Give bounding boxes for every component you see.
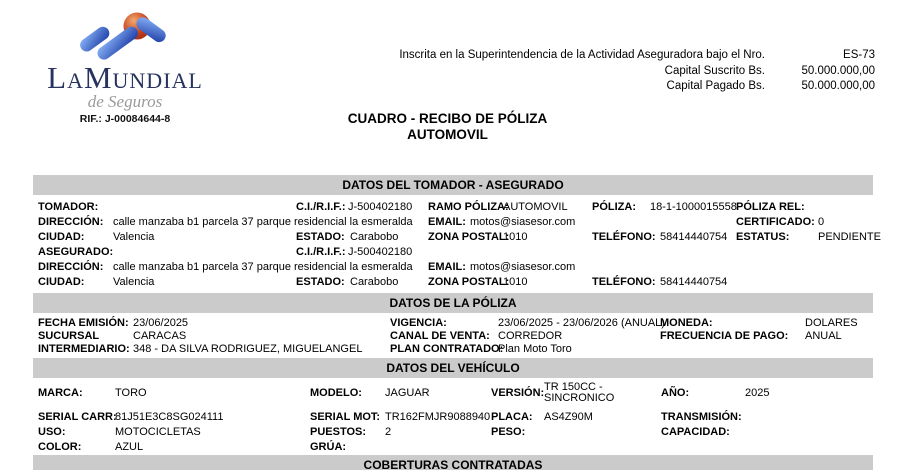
marca-label: MARCA: <box>38 387 83 399</box>
ramo-poliza-label: RAMO PÓLIZA: <box>428 201 509 213</box>
brand-name: LaMundial <box>47 60 203 95</box>
marca-value: TORO <box>115 387 147 399</box>
canal-venta-value: CORREDOR <box>498 330 563 342</box>
ciudad-asegurado-value: Valencia <box>113 276 155 288</box>
telefono-tomador-value: 58414440754 <box>660 231 728 243</box>
cirif-tomador-value: J-500402180 <box>348 201 413 213</box>
direccion-asegurado-label: DIRECCIÓN: <box>38 261 104 273</box>
telefono-asegurado-value: 58414440754 <box>660 276 728 288</box>
certificado-label: CERTIFICADO: <box>736 216 815 228</box>
estado-tomador-value: Carabobo <box>350 231 399 243</box>
moneda-label: MONEDA: <box>660 317 713 329</box>
company-logo <box>20 10 230 125</box>
direccion-tomador-label: DIRECCIÓN: <box>38 216 104 228</box>
poliza-label: PÓLIZA: <box>592 201 636 213</box>
version-value: TR 150CC - SINCRONICO <box>544 381 615 404</box>
estado-asegurado-value: Carabobo <box>350 276 399 288</box>
modelo-label: MODELO: <box>310 387 362 399</box>
estatus-value: PENDIENTE <box>818 231 881 243</box>
vigencia-label: VIGENCIA: <box>390 317 447 329</box>
document-title-line2: AUTOMOVIL <box>407 127 488 142</box>
cirif-asegurado-label: C.I./R.I.F.: <box>296 246 346 258</box>
plan-contratado-label: PLAN CONTRATADO: <box>390 343 504 355</box>
registration-block <box>340 48 875 95</box>
vigencia-value: 23/06/2025 - 23/06/2026 (ANUAL) <box>498 317 665 329</box>
poliza-value: 18-1-1000015558 <box>650 201 737 213</box>
asegurado-label: ASEGURADO: <box>38 246 114 258</box>
document-title-line1: CUADRO - RECIBO DE PÓLIZA <box>347 111 548 126</box>
capital-pagado-label: Capital Pagado Bs. <box>666 80 765 92</box>
cirif-asegurado-value: J-500402180 <box>348 246 413 258</box>
registration-value: ES-73 <box>843 49 875 61</box>
color-label: COLOR: <box>38 441 82 453</box>
uso-label: USO: <box>38 426 66 438</box>
certificado-value: 0 <box>818 216 825 228</box>
brand-tagline: de Seguros <box>87 92 163 111</box>
plan-contratado-value: Plan Moto Toro <box>498 343 572 355</box>
poliza-rel-label: PÓLIZA REL: <box>736 201 805 213</box>
fecha-emision-value: 23/06/2025 <box>133 317 189 329</box>
color-value: AZUL <box>115 441 144 453</box>
registration-label: Inscrita en la Superintendencia de la Actividad Aseguradora bajo el Nro. <box>399 49 765 61</box>
intermediario-label: INTERMEDIARIO: <box>38 343 130 355</box>
anio-label: AÑO: <box>661 387 690 399</box>
puestos-value: 2 <box>385 426 392 438</box>
estatus-label: ESTATUS: <box>736 231 790 243</box>
company-rif: RIF.: J-00084644-8 <box>79 113 171 125</box>
cirif-tomador-label: C.I./R.I.F.: <box>296 201 346 213</box>
la-mundial-logo-icon <box>79 10 171 64</box>
peso-label: PESO: <box>491 426 526 438</box>
email-tomador-label: EMAIL: <box>428 216 466 228</box>
serial-motor-label: SERIAL MOT: <box>310 411 381 423</box>
direccion-asegurado-value: calle manzaba b1 parcela 37 parque residencial la esmeralda <box>113 261 413 273</box>
anio-value: 2025 <box>745 387 770 399</box>
tomador-label: TOMADOR: <box>38 201 99 213</box>
ciudad-asegurado-label: CIUDAD: <box>38 276 85 288</box>
modelo-value: JAGUAR <box>385 387 430 399</box>
zona-postal-tomador-label: ZONA POSTAL: <box>428 231 510 243</box>
zona-postal-asegurado-value: 1010 <box>503 276 528 288</box>
telefono-asegurado-label: TELÉFONO: <box>592 276 656 288</box>
ramo-poliza-value: AUTOMOVIL <box>503 201 568 213</box>
zona-postal-asegurado-label: ZONA POSTAL: <box>428 276 510 288</box>
zona-postal-tomador-value: 1010 <box>503 231 528 243</box>
uso-value: MOTOCICLETAS <box>115 426 201 438</box>
frecuencia-pago-value: ANUAL <box>805 330 842 342</box>
serial-carroceria-value: 81J51E3C8SG024111 <box>115 411 224 423</box>
version-label: VERSIÓN: <box>491 387 545 399</box>
section-header-vehiculo: DATOS DEL VEHÍCULO <box>33 358 873 378</box>
section-header-coberturas: COBERTURAS CONTRATADAS <box>33 455 873 470</box>
canal-venta-label: CANAL DE VENTA: <box>390 330 490 342</box>
transmision-label: TRANSMISIÓN: <box>661 411 742 423</box>
capacidad-label: CAPACIDAD: <box>661 426 730 438</box>
ciudad-tomador-value: Valencia <box>113 231 155 243</box>
fecha-emision-label: FECHA EMISIÓN: <box>38 317 129 329</box>
telefono-tomador-label: TELÉFONO: <box>592 231 656 243</box>
placa-value: AS4Z90M <box>544 411 593 423</box>
document-title <box>345 111 550 143</box>
moneda-value: DOLARES <box>805 317 858 329</box>
capital-suscrito-label: Capital Suscrito Bs. <box>664 64 765 77</box>
placa-label: PLACA: <box>491 411 533 423</box>
section-header-tomador: DATOS DEL TOMADOR - ASEGURADO <box>33 175 873 195</box>
estado-tomador-label: ESTADO: <box>296 231 345 243</box>
section-header-poliza: DATOS DE LA PÓLIZA <box>33 293 873 313</box>
ciudad-tomador-label: CIUDAD: <box>38 231 85 243</box>
serial-carroceria-label: SERIAL CARR: <box>38 411 117 423</box>
sucursal-value: CARACAS <box>133 330 187 342</box>
capital-suscrito-value: 50.000.000,00 <box>801 64 875 77</box>
email-asegurado-value: motos@siasesor.com <box>470 261 576 273</box>
email-tomador-value: motos@siasesor.com <box>470 216 576 228</box>
intermediario-value: 348 - DA SILVA RODRIGUEZ, MIGUELANGEL <box>133 343 363 355</box>
grua-label: GRÚA: <box>310 441 347 453</box>
direccion-tomador-value: calle manzaba b1 parcela 37 parque residencial la esmeralda <box>113 216 413 228</box>
serial-motor-value: TR162FMJR9088940 <box>385 411 491 423</box>
sucursal-label: SUCURSAL <box>38 330 100 342</box>
capital-pagado-value: 50.000.000,00 <box>801 80 875 92</box>
puestos-label: PUESTOS: <box>310 426 367 438</box>
email-asegurado-label: EMAIL: <box>428 261 466 273</box>
frecuencia-pago-label: FRECUENCIA DE PAGO: <box>660 330 789 342</box>
estado-asegurado-label: ESTADO: <box>296 276 345 288</box>
